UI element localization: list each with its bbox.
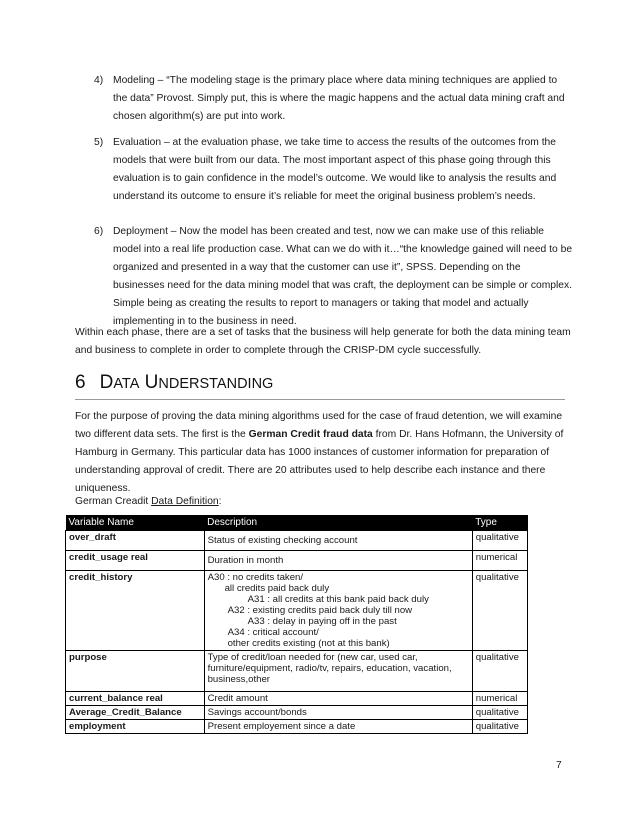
list-item-evaluation <box>94 134 574 206</box>
caption-prefix: German Creadit <box>75 496 152 507</box>
intro-text: from Dr. Hans Hofmann, the University of Hamburg in Germany. This particular data has 1000 instances of customer information for preparation of understanding approval of credit. There are 20 attributes used to help describe each instance and there uniqueness. <box>75 429 564 494</box>
cell-type: qualitative <box>472 651 527 692</box>
data-definition-table <box>65 515 528 734</box>
desc-line: A30 : no credits taken/ <box>207 572 304 583</box>
cell-type: numerical <box>472 551 527 571</box>
table-row <box>66 531 528 551</box>
cell-type: qualitative <box>472 531 527 551</box>
header-description: Description <box>204 515 472 531</box>
heading-letter: U <box>144 372 159 393</box>
heading-rule <box>75 399 565 400</box>
table-row <box>66 571 528 651</box>
cell-description: Type of credit/loan needed for (new car, used car, furniture/equipment, radio/tv, repairs, education, vacation, business,other <box>204 651 472 692</box>
cell-description: Credit amount <box>204 692 472 706</box>
list-number: 5) <box>94 137 104 148</box>
table-row <box>66 551 528 571</box>
cell-description: Savings account/bonds <box>204 706 472 720</box>
list-item-deployment <box>94 223 574 331</box>
cell-description: Duration in month <box>204 551 472 571</box>
cell-type: qualitative <box>472 720 527 734</box>
desc-line: A33 : delay in paying off in the past <box>247 616 397 627</box>
desc-line: A32 : existing credits paid back duly till now <box>227 605 413 616</box>
intro-bold-text: German Credit fraud data <box>248 429 373 440</box>
cell-type: qualitative <box>472 706 527 720</box>
table-caption <box>75 493 222 511</box>
table-row <box>66 706 528 720</box>
list-text: Deployment – Now the model has been created and test, now we can make use of this reliable model into a real life production case. What can we do with it…“the knowledge gained will need to be organized and presented in a way that the customer can use it”, SPSS. Depending on the businesses need for the data mining model that was craft, the deployment can be simple or complex. Simple being as creating the results to report to managers or taking that model and actually implementing in to the business in need. <box>113 226 573 327</box>
list-item-modeling <box>94 72 574 126</box>
cell-description <box>204 571 472 651</box>
desc-line: A31 : all credits at this bank paid back duly <box>247 594 429 605</box>
table-row <box>66 720 528 734</box>
cell-variable: credit_history <box>66 571 205 651</box>
heading-letter: D <box>99 372 114 393</box>
list-text: Modeling – “The modeling stage is the primary place where data mining techniques are applied to the data” Provost. Simply put, this is where the magic happens and the actual data mining craft and chosen algorithm(s) are put into work. <box>113 75 565 122</box>
caption-underlined: Data Definition <box>151 496 219 507</box>
intro-text: For the purpose of proving the data mining algorithms used for the case of fraud detention, we will examine two different data sets. The first is the <box>75 411 563 440</box>
table-header-row <box>66 515 528 531</box>
cell-variable: credit_usage real <box>66 551 205 571</box>
desc-line: other credits existing (not at this bank) <box>227 638 390 649</box>
cell-description: Present employement since a date <box>204 720 472 734</box>
section-number: 6 <box>75 372 86 393</box>
cell-variable: employment <box>66 720 205 734</box>
intro-paragraph <box>75 408 575 498</box>
list-number: 4) <box>94 75 104 86</box>
cell-variable: current_balance real <box>66 692 205 706</box>
desc-line: A34 : critical account/ <box>227 627 319 638</box>
heading-smallcaps: NDERSTANDING <box>158 376 274 392</box>
section-heading <box>75 370 273 397</box>
cell-variable: Average_Credit_Balance <box>66 706 205 720</box>
header-type: Type <box>472 515 527 531</box>
heading-smallcaps: ATA <box>113 376 140 392</box>
cell-variable: over_draft <box>66 531 205 551</box>
closing-paragraph: Within each phase, there are a set of tasks that the business will help generate for both the data mining team and business to complete in order to complete through the CRISP-DM cycle successfully. <box>75 327 571 356</box>
table-row <box>66 651 528 692</box>
page-number: 7 <box>556 760 562 771</box>
cell-variable: purpose <box>66 651 205 692</box>
list-text: Evaluation – at the evaluation phase, we take time to access the results of the outcomes from the models that were built from our data. The most important aspect of this phase going through this evaluation is to gain confidence in the model’s outcome. We would like to analysis the results and understand its outcome to ensure it’s reliable for meet the original business problem’s needs. <box>113 137 557 202</box>
table-row <box>66 692 528 706</box>
cell-type: numerical <box>472 692 527 706</box>
list-number: 6) <box>94 226 104 237</box>
header-variable-name: Variable Name <box>66 515 205 531</box>
cell-type: qualitative <box>472 571 527 651</box>
desc-line: all credits paid back duly <box>224 583 330 594</box>
cell-description: Status of existing checking account <box>204 531 472 551</box>
caption-suffix: : <box>218 496 222 507</box>
